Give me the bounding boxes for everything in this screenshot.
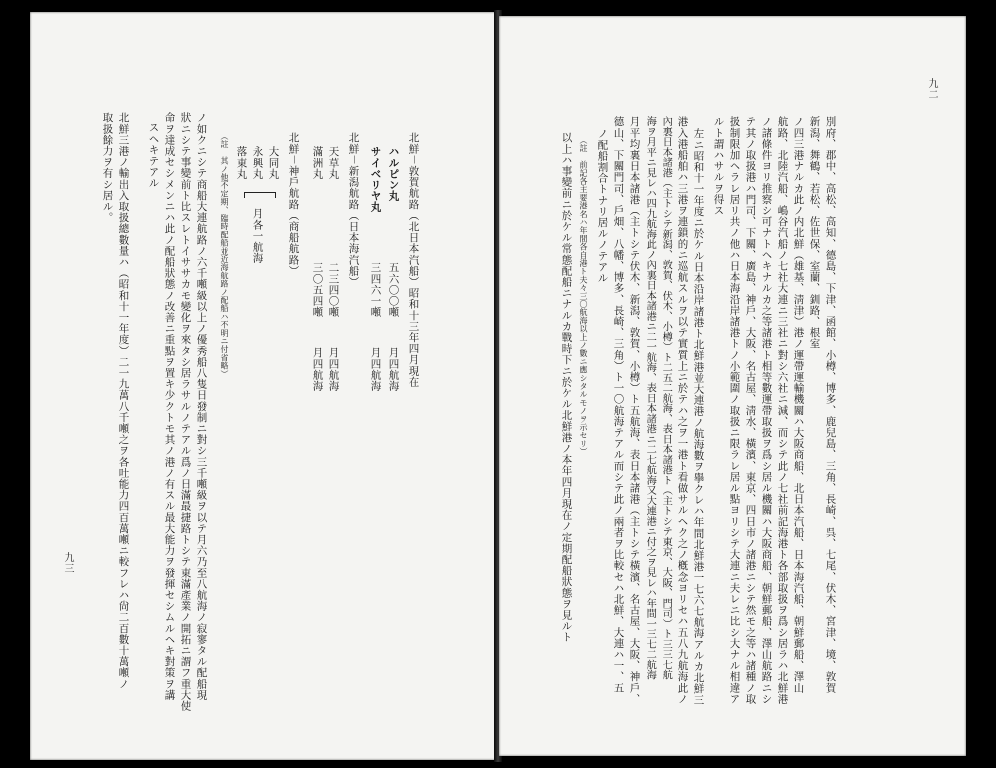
body-line: 內裏日本諸港（主トシテ新潟、敦賀、伏木、小樽）ト二五二航海、表日本諸港ト（主トシテ東京、大阪、門司）ト三三七航 <box>660 116 673 680</box>
frequency: 月各一航海 <box>251 208 264 264</box>
body-line: 航路、北陸汽船、嶋谷汽船ノ七社大連ニ三社ニ對シ六社ニ減、而シテ此ノ七社前記海港ト各部取扱ヲ爲シ居ラハ北鮮港 <box>776 116 789 705</box>
tonnage: 五六〇〇噸 <box>387 262 400 318</box>
tonnage: 三〇五四噸 <box>311 262 324 318</box>
body2-line: 取扱餘力ヲ有シ居ル。 <box>101 112 114 223</box>
body-line: 別府、郡中、高松、高知、德島、下津、函館、小樽、博多、鹿兒島、三角、長崎、呉、七尾、伏木、宮津、境、敦賀 <box>824 116 837 694</box>
body-line: 以上ハ事變前ニ於ケル常態配船ニナルカ戰時下ニ於ケル北鮮港ノ本年四月現在ノ定期配船狀態ヲ見ルト <box>560 132 573 643</box>
body-line: 新潟、舞鶴、若松、佐世保、室蘭、釧路、根室 <box>808 116 821 350</box>
ship-name: ハルピン丸 <box>387 146 400 202</box>
frequency: 月四航海 <box>387 347 400 392</box>
body-line: 德山、下關門司、戶畑、八幡、博多、長崎、三角）ト一〇航海テアル而シテ此ノ兩者ヲ比較セハ北鮮、大連ハ一、五 <box>612 116 625 694</box>
note: （註 前記各主要港名ハ年間各自港ト夫々三〇航海以上ノ數ニ應シタルモノヲ示セリ） <box>579 136 588 456</box>
body-line: ノ配船割合トナリ居ルノテアル <box>596 128 609 284</box>
heading: 北鮮－新潟航路（日本海汽船） <box>347 132 360 288</box>
left-page <box>30 12 496 760</box>
body-line: ノ如クニシテ商船大連航路ノ六千噸級以上ノ優秀船八隻日發制ニ對シ三千噸級ヲ以テ月六乃至八航海ノ寂寥タル配船現 <box>195 112 208 701</box>
tonnage: 三四六一噸 <box>369 262 382 318</box>
frequency: 月四航海 <box>369 347 382 392</box>
body-line: ノ四三港ナルカ此ノ内北鮮（雄基、淸津）港ノ運帶運輸機關ハ大阪商船、北日本汽船、日本海汽船、朝鮮郵船、澤山 <box>792 116 805 694</box>
heading: 北鮮－神戶航路（商船航路） <box>287 132 300 277</box>
body-line: ルト謂ハサルヲ得ス <box>712 116 725 216</box>
frequency: 月四航海 <box>311 347 324 392</box>
body-line: 狀ニシテ事變前ト比スレトイササカモ變化ヲ來タシ居ラサルノテアル爲ノ日滿最捷路トシテ東滿產業ノ開拓ニ謂フ重大使 <box>179 112 192 712</box>
brace <box>244 192 276 198</box>
body-line: ノ諸條件ヨリ推察シ可ナトヘキナルカ之等諸港ト相等數運帶取扱ヲ爲シ居ル機關ハ大阪商船、朝鮮郵船、澤山航路ニシ <box>760 116 773 705</box>
page-number: 九三 <box>62 552 73 574</box>
body-line: 扱制限加ヘラレ居リ共ノ他ハ日本海沿岸諸港トノ小範圍ノ取扱ニ限ラレ居ル點ヨリシテ大連ニ夫レニ比シ大ナル相違ア <box>728 116 741 705</box>
right-page <box>499 16 966 756</box>
frequency: 月四航海 <box>327 347 340 392</box>
page-number: 九二 <box>926 78 937 100</box>
ship-name: 滿洲丸 <box>311 146 324 180</box>
ship-name: 天草丸 <box>327 146 340 180</box>
ship-name: サイベリヤ丸 <box>369 146 382 213</box>
body-line: 命ヲ達成セシメンニハ此ノ配船狀態ノ改善ニ重點ヲ置キ少クトモ其ノ港ノ有スル最大能力ヲ發揮セシムルヘキ對策ヲ講 <box>163 112 176 701</box>
body-line: 左ニ昭和十一年度ニ於ケル日本沿岸諸港ト北鮮港並大連港ノ航海數ヲ擧クレハ年間北鮮港一七六七航海アルカ北鮮三 <box>692 128 705 706</box>
note: （註 其ノ他不定期、臨時配船並近海航路ノ配船ハ不明ニ付省略） <box>220 132 229 378</box>
body-line: スヘキテアル <box>147 122 160 189</box>
tonnage: 二三四〇噸 <box>327 262 340 318</box>
body-line: テ其ノ取扱港ハ門司、下關、廣島、神戶、大阪、名古屋、淸水、橫濱、東京、四日市ノ諸港ニシテ然モ之等ハ諸種ノ取 <box>744 116 757 705</box>
body-line: 港入港船舶ハ三港ヲ連鎖的ニ巡航スルヲ以テ實質上ニ於テハ之ヲ一港ト看做サルヘク之ノ槪念ヨリセハ五八九航海此ノ <box>676 116 689 705</box>
ship-name: 落東丸 <box>235 146 248 180</box>
body-line: 海ヲ月平ニ見レハ四九航海此ノ內裏日本諸港ニ二一航海、表日本諸港ニ二七航海又大連港ニ付之ヲ見レハ年間一三七二航海 <box>644 116 657 680</box>
body-line: 月平均裏日本諸港（主トシテ伏木、新潟、敦賀、小樽）ト五航海、表日本諸港（主トシテ橫濱、名古屋、大阪、神戶、 <box>628 116 641 705</box>
body2-line: 北鮮三港ノ輸出入取扱總數量ハ（昭和十一年度）二一九萬八千噸之ヲ各吐能力四百萬噸ニ較フレハ尙二百數十萬噸ノ <box>117 112 130 690</box>
ship-name: 永興丸 <box>251 146 264 180</box>
ship-name: 大同丸 <box>267 146 280 180</box>
heading: 北鮮－敦賀航路（北日本汽船）昭和十三年四月現在 <box>407 132 420 388</box>
